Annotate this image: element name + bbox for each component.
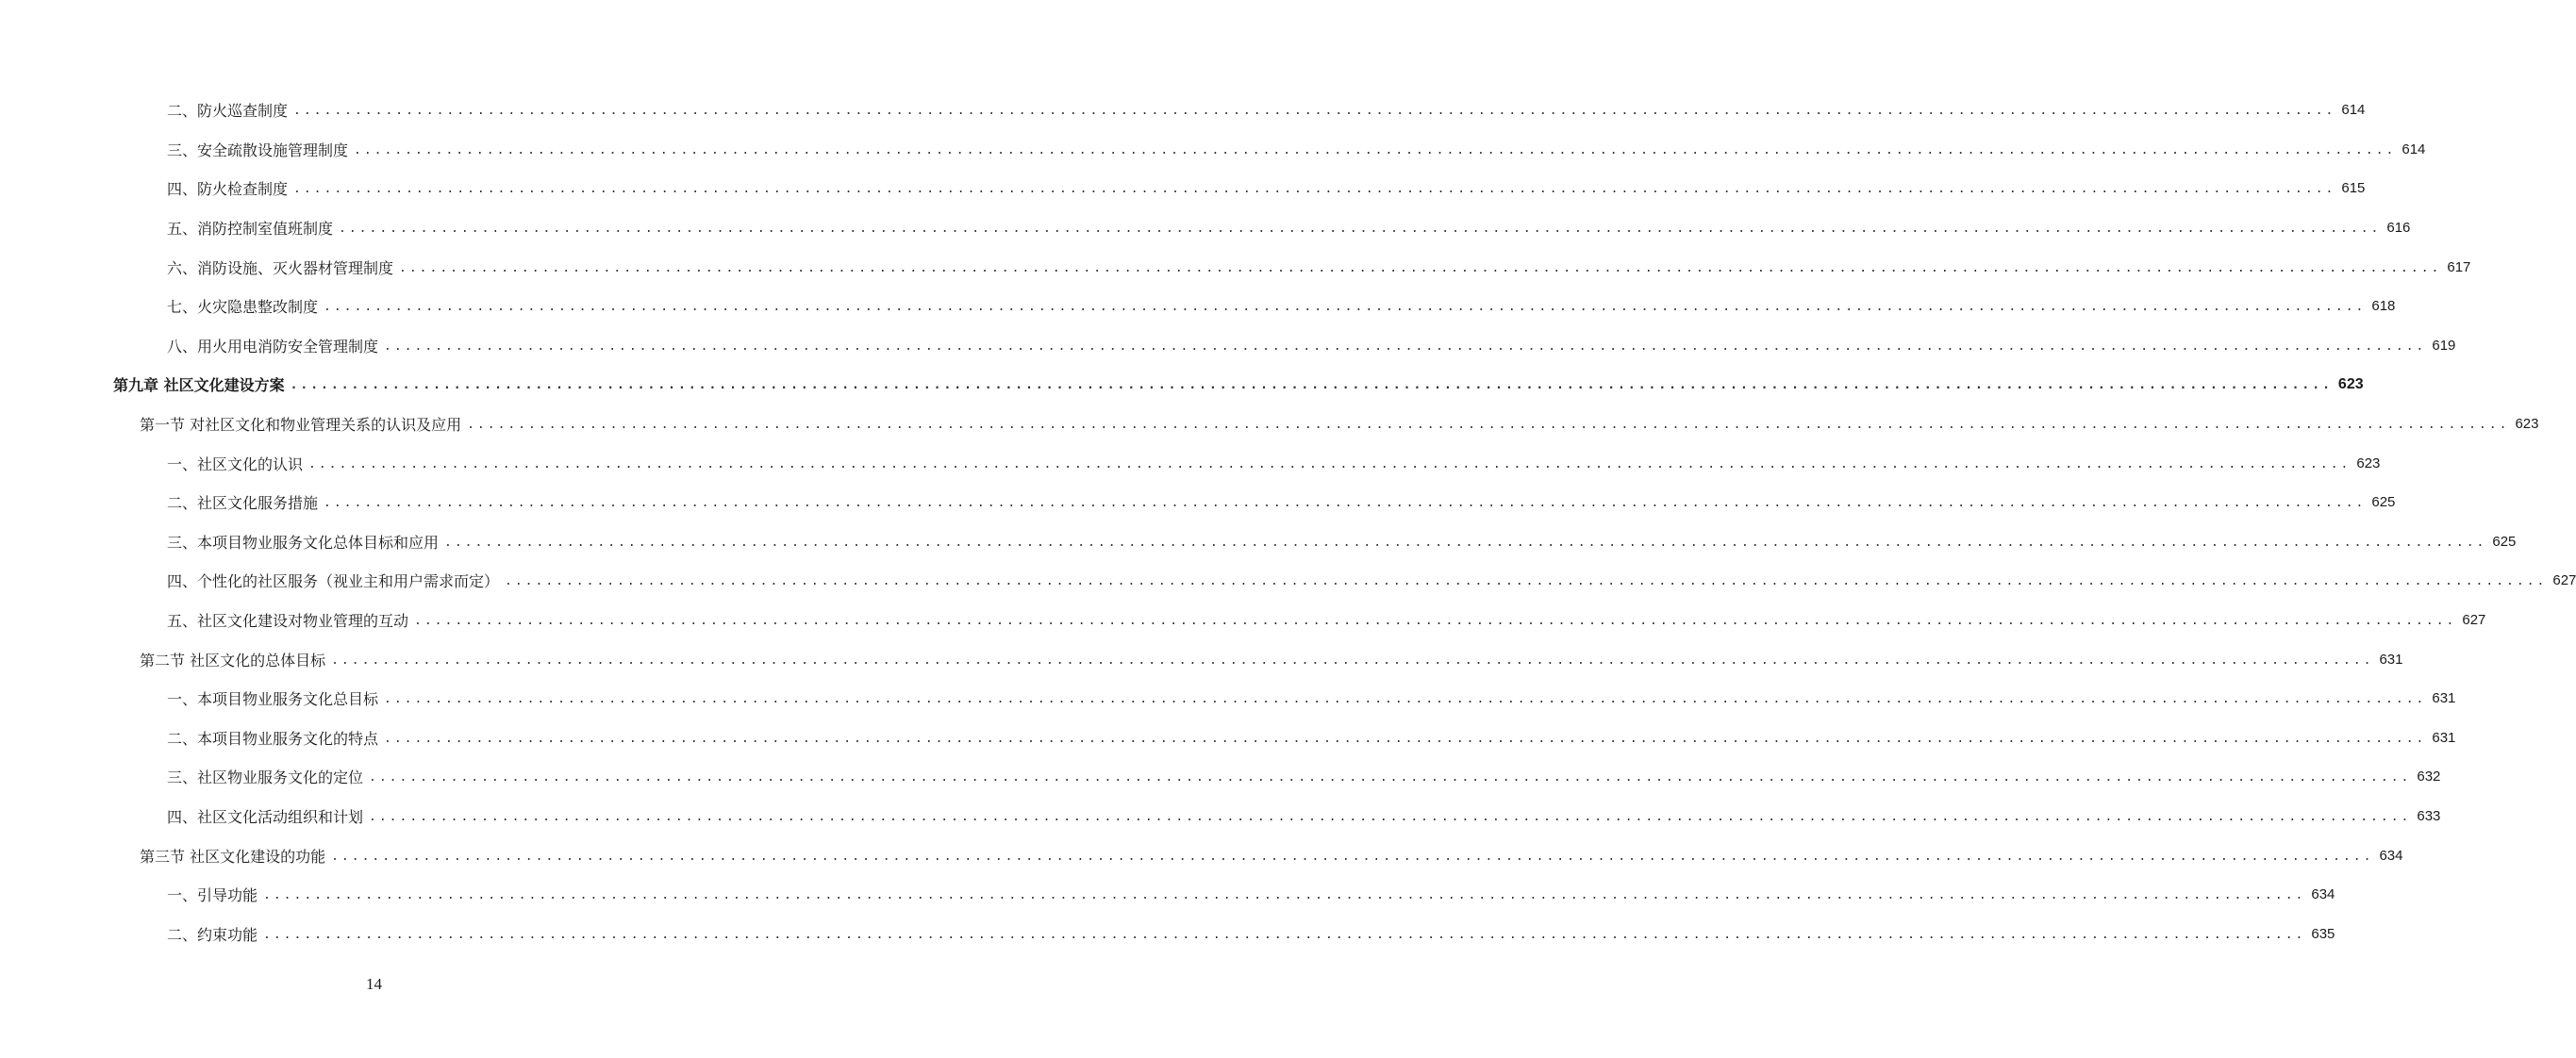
toc-entry-page: 625 (2492, 533, 2517, 550)
toc-leader-dots: ........................................................................................................................................................................................................ (293, 182, 2336, 197)
toc-entry-title: 八、用火用电消防安全管理制度 (167, 337, 379, 355)
toc-leader-dots: ........................................................................................................................................................................................................ (505, 574, 2548, 589)
toc-entry-title: 二、约束功能 (167, 925, 258, 944)
toc-leader-dots: ........................................................................................................................................................................................................ (331, 653, 2374, 668)
toc-entry-title: 第二节 社区文化的总体目标 (140, 651, 326, 670)
toc-entry-page: 634 (2379, 847, 2403, 864)
toc-leader-dots: ........................................................................................................................................................................................................ (293, 104, 2336, 119)
toc-entry-page: 631 (2379, 651, 2403, 668)
toc-entry-page: 627 (2552, 572, 2576, 589)
toc-leader-dots: ........................................................................................................................................................................................................ (399, 260, 2442, 275)
toc-entry[interactable] (0, 601, 2486, 640)
toc-entry-page: 634 (2311, 886, 2335, 903)
toc-entry-title: 四、社区文化活动组织和计划 (167, 807, 364, 826)
toc-entry[interactable] (0, 875, 2335, 915)
toc-section-entry[interactable] (0, 405, 2539, 444)
toc-entry-page: 625 (2371, 494, 2396, 511)
toc-entry[interactable] (0, 130, 2426, 170)
toc-entry-page: 623 (2337, 375, 2364, 392)
toc-entry-page: 615 (2341, 180, 2366, 197)
toc-entry-title: 一、社区文化的认识 (167, 455, 304, 473)
toc-entry-title: 一、本项目物业服务文化总目标 (167, 690, 379, 709)
toc-entry[interactable] (0, 208, 2411, 248)
toc-entry-page: 619 (2432, 337, 2456, 354)
toc-entry-page: 617 (2447, 258, 2471, 275)
toc-leader-dots: ........................................................................................................................................................................................................ (324, 496, 2367, 511)
toc-entry-page: 623 (2356, 455, 2381, 471)
toc-entry-page: 633 (2417, 807, 2441, 824)
toc-entry-page: 614 (2401, 141, 2426, 157)
toc-leader-dots: ........................................................................................................................................................................................................ (354, 142, 2397, 157)
toc-entry-title: 第九章 社区文化建设方案 (113, 376, 285, 395)
toc-entry[interactable] (0, 561, 2576, 601)
toc-leader-dots: ........................................................................................................................................................................................................ (369, 770, 2412, 785)
table-of-contents (0, 91, 2576, 953)
toc-entry-page: 632 (2417, 769, 2441, 785)
toc-entry-title: 五、社区文化建设对物业管理的互动 (167, 612, 409, 631)
page-number: 14 (366, 975, 382, 993)
toc-entry-title: 三、社区物业服务文化的定位 (167, 769, 364, 787)
toc-entry[interactable] (0, 326, 2456, 366)
toc-entry-title: 七、火灾隐患整改制度 (167, 298, 319, 317)
toc-entry-page: 623 (2515, 416, 2539, 433)
toc-entry-title: 第一节 对社区文化和物业管理关系的认识及应用 (140, 416, 462, 435)
toc-leader-dots: ........................................................................................................................................................................................................ (369, 809, 2412, 824)
toc-entry-page: 635 (2311, 925, 2335, 942)
toc-entry-title: 二、防火巡查制度 (167, 102, 289, 121)
toc-entry[interactable] (0, 914, 2335, 953)
toc-leader-dots: ........................................................................................................................................................................................................ (263, 888, 2306, 903)
toc-entry[interactable] (0, 91, 2366, 130)
toc-entry-title: 三、本项目物业服务文化总体目标和应用 (167, 533, 440, 552)
toc-leader-dots: ........................................................................................................................................................................................................ (263, 927, 2306, 942)
toc-leader-dots: ........................................................................................................................................................................................................ (339, 222, 2382, 237)
toc-entry[interactable] (0, 287, 2396, 326)
toc-entry-title: 一、引导功能 (167, 886, 258, 905)
toc-leader-dots: ........................................................................................................................................................................................................ (467, 418, 2510, 433)
toc-entry[interactable] (0, 719, 2456, 758)
toc-entry-page: 614 (2341, 102, 2366, 119)
toc-section-entry[interactable] (0, 835, 2403, 875)
toc-leader-dots: ........................................................................................................................................................................................................ (324, 300, 2367, 315)
toc-leader-dots: ........................................................................................................................................................................................................ (384, 692, 2427, 707)
toc-entry-title: 六、消防设施、灭火器材管理制度 (167, 258, 394, 277)
toc-entry-title: 五、消防控制室值班制度 (167, 220, 334, 239)
toc-entry-title: 二、本项目物业服务文化的特点 (167, 729, 379, 748)
toc-entry[interactable] (0, 247, 2471, 287)
toc-entry-title: 三、安全疏散设施管理制度 (167, 141, 349, 159)
toc-entry-title: 第三节 社区文化建设的功能 (140, 847, 326, 866)
toc-entry-page: 618 (2371, 298, 2396, 315)
toc-leader-dots: ........................................................................................................................................................................................................ (290, 378, 2333, 393)
toc-entry-page: 631 (2432, 690, 2456, 707)
toc-leader-dots: ........................................................................................................................................................................................................ (384, 339, 2427, 354)
toc-entry-page: 627 (2462, 612, 2486, 629)
toc-leader-dots: ........................................................................................................................................................................................................ (308, 456, 2352, 471)
toc-entry[interactable] (0, 679, 2456, 719)
toc-entry-page: 616 (2386, 220, 2411, 237)
toc-entry-page: 631 (2432, 729, 2456, 746)
toc-entry[interactable] (0, 757, 2441, 797)
toc-entry[interactable] (0, 522, 2517, 562)
toc-entry[interactable] (0, 797, 2441, 836)
toc-entry-title: 四、防火检查制度 (167, 180, 289, 199)
toc-entry[interactable] (0, 483, 2396, 522)
toc-entry[interactable] (0, 169, 2366, 208)
toc-chapter-entry[interactable] (0, 365, 2364, 405)
toc-entry-title: 二、社区文化服务措施 (167, 494, 319, 513)
toc-entry-title: 四、个性化的社区服务（视业主和用户需求而定） (167, 572, 500, 591)
toc-leader-dots: ........................................................................................................................................................................................................ (414, 614, 2457, 629)
toc-entry[interactable] (0, 443, 2381, 483)
toc-leader-dots: ........................................................................................................................................................................................................ (384, 731, 2427, 746)
toc-section-entry[interactable] (0, 639, 2403, 679)
toc-leader-dots: ........................................................................................................................................................................................................ (331, 849, 2374, 864)
toc-leader-dots: ........................................................................................................................................................................................................ (444, 535, 2487, 550)
